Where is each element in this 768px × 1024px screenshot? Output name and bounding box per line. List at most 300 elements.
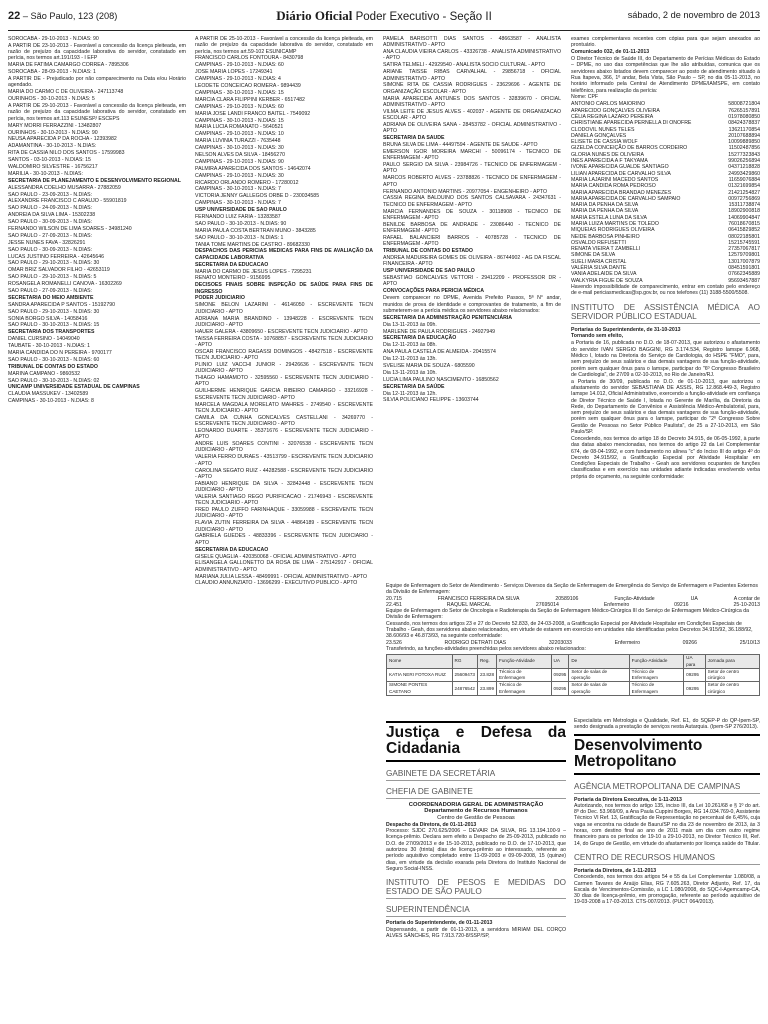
cpf-row <box>571 145 760 151</box>
section-heading: USP UNIVERSIDADE DE SAO PAULO <box>195 207 287 214</box>
crh-portaria-title: Portaria da Diretora, de 1-11-2013 <box>574 867 657 874</box>
person-name: INES APARECIDA A F TAKYAMA <box>571 158 648 165</box>
person-name: SIMONE DA SILVA <box>571 252 616 259</box>
text-line: ANDRE LUIS SOARES CONTINI - 32076538 - ESCREVENTE TECN JUDICIARIO - APTO <box>195 441 373 454</box>
justica-title: Justiça e Defesa da Cidadania <box>386 721 566 762</box>
text-line: MARCIA FERNANDES DE SOUZA - 30118908 - TECNICO DE ENFERMAGEM - APTO <box>383 208 561 221</box>
record-cell: Enfermeiro <box>614 639 640 646</box>
ipem-portaria-title: Portaria do Superintendente, de 01-11-2013 <box>386 920 493 927</box>
text-line: A PARTIR DE 23-10-2013 - Favorável a concessão da licença pleiteada, em razão de prejuízo da capacidade laborativa do servidor, constatado em perícia, nos termos art.191/193 - I EFP <box>8 42 186 62</box>
cpf-number: 08451591801 <box>728 265 760 272</box>
text-line: Concedendo, nos termos do artigo 18 do Decreto 34.915, de 06-05-1992, à parte das datas abaixo mencionadas, nos termos do artigo 22 da Lei Complementar 674, de 08-04-1992, e com fundamento no alínea "c" do Inciso III do artigo 4º do Decreto 34.915/92, a Gratificação Especial por Atividade Hospitalar em Condições Especiais de Trabalho - Geah aos servidores ocupantes de funções classificadas e em exercício nas unidades adiante indicadas envolvendo verba própria do orçamento, na seguinte conformidade: <box>571 435 760 480</box>
text-line: OURINHOS - 30-10-2013 - N.DIAS: 5 <box>8 96 95 103</box>
section-heading: SECRETARIA DA EDUCACAO <box>195 546 269 553</box>
transferindo-paragraph: Transferindo, as funções-atividades preenchidas pelos servidores abaixo relacionados: <box>386 645 586 652</box>
column-header: RG <box>452 655 477 669</box>
cpf-number: 20107688894 <box>728 132 760 139</box>
text-line: SAO PAULO - 27-09-2013 - N.DIAS: <box>8 287 93 294</box>
section-heading: DECISOES FINAIS SOBRE INSPEÇÃO DE SAÚDE PARA FINS DE INGRESSO <box>195 282 373 295</box>
text-line: OMAR BRIZ SALVADOR FILHO - 42653119 <box>8 267 110 274</box>
text-line: ELISANGELA GALLONETTO DA ROSA DE LIMA - 275142917 - OFICIAL ADMINISTRATIVO - APTO <box>195 560 373 573</box>
person-name: CÉLIA REGINA LAZARO PEREIRA <box>571 113 654 120</box>
text-line: SAO PAULO - 30-09-2013 - N.DIAS: <box>8 246 93 253</box>
cpf-number: 15215745591 <box>728 239 760 246</box>
cpf-number: 11659076884 <box>728 176 760 183</box>
text-line: MARINA CAMPANO - 9860532 <box>8 370 80 377</box>
section-heading: USP UNIVERSIDADE DE SAO PAULO <box>383 268 475 275</box>
text-line: VILMA LEITE DE JESUS ALVES - 402037 - AGENTE DE ORGANIZACAO ESCOLAR - APTO <box>383 108 561 122</box>
table-cell: Técnico de Enfermagem <box>629 682 684 696</box>
section-heading: SECRETARIA DE PLANEJAMENTO E DESENVOLVIMENTO REGIONAL <box>8 177 181 184</box>
cessando-paragraph: Cessando, nos termos dos artigos 23 e 27 do Decreto 52.833, de 24-03-2008, a Gratificação Especial por Atividade Hospitalar em Condições Especiais de Trabalho - Geah, dos servidores abaixo relacionados, em virtude de estarem em exercício em unidades não identificadas pelos Decretos 34.915/92, 36.188/92, 38.606/93 e 46.873/93, na seguinte conformidade: <box>386 620 753 640</box>
cpf-number: 07662345889 <box>728 271 760 278</box>
table-cell: 09295 <box>684 668 706 682</box>
text-line: SAO PAULO - 30-10-2013 - N.DIAS: 15 <box>8 322 100 329</box>
text-line: GISELE QUAGLIA - 420350068 - OFICIAL ADMINISTRATIVO - APTO <box>195 553 357 560</box>
table-row <box>387 682 760 696</box>
person-name: WALKYRIA FIGUE DE SOUZA <box>571 277 643 284</box>
cpf-number: 15277323843 <box>728 151 760 158</box>
text-line: Comunicado 032, de 01-11-2013 <box>571 49 650 56</box>
cpf-row <box>571 171 760 177</box>
agencia-portaria-body: Autorizando, nos termos do artigo 135, inciso III, da Lei 10.261/68 e § 1º do art. 8º do Dec. 53.969/09, a Ana Paula Cuppini Borges, RG 14.034.769-0, Assistente Técnico VI Ref. 13, Gratificação de Representação no percentual de 6,45%, cuja vaga se encontra na cidade de Bauru/SP no dia 23 de novembro de 2013, às 3 horas, com destino final ao ano de 2011 mais um dia com outro regime financeiro para os períodos de 19-10 a 29-10-2013, no Diretor Técnico III, Ref. 14, do Grupo de Gestão, em virtude do afastamento por licença saúde do Titular. <box>574 802 760 847</box>
text-line: THIAGO HAMAMOTO - 32595560 - ESCREVENTE TECN JUDICIARIO - APTO <box>195 375 373 388</box>
section-heading: PODER JUDICIARIO <box>195 295 245 302</box>
record-cell: 25-10-2013 <box>733 601 760 608</box>
text-line: PLINIO LUIZ VACCHI JUNIOR - 29426636 - ESCREVENTE TECN JUDICIARIO - APTO <box>195 362 373 375</box>
section-heading: UNICAMP UNIVERSIDADE ESTADUAL DE CAMPINAS <box>8 384 140 391</box>
agencia-portaria-title: Portaria da Diretora Executiva, de 1-11-2013 <box>574 796 682 803</box>
person-name: MARIA APARECIDA DE CARVALHO SAMPAIO <box>571 195 681 202</box>
text-line: MARIA PAULA COSTA BERTRAN MUNO - 3843285 <box>195 227 316 234</box>
text-line: LEODETE CONCEICAO ROMERA - 9894439 <box>195 83 301 90</box>
text-line: FLAVIA ZUTIN FERREIRA DA SILVA - 44864189 - ESCREVENTE TECN JUDICIARIO - APTO <box>195 520 373 533</box>
column-4-top <box>571 36 760 584</box>
cpf-number: 15311738874 <box>728 202 760 209</box>
record-cell: RAQUEL MARCAL <box>446 601 491 608</box>
record-cell: 20.715 <box>386 595 402 602</box>
text-line: MARIA DE FATIMA CAMARGO CORREA - 7895306 <box>8 62 129 69</box>
person-name: ANTONIO CARLOS MAIORINO <box>571 101 645 108</box>
text-line: FABIANO HENRIQUE DA SILVA - 32842448 - ESCREVENTE TECN JUDICIARIO - APTO <box>195 480 373 493</box>
text-line: EMERSON IGOR MOREIRA MARCHI - 50096174 - TECNICO DE ENFERMAGEM - APTO <box>383 148 561 162</box>
text-line: SAO PAULO - 30-10-2013 - N.DIAS: 02 <box>8 377 100 384</box>
text-line: CAMPINAS - 29-10-2013 - N.DIAS: 90 <box>195 158 284 165</box>
person-name: MARIA ESTELA LUNA DA SILVA <box>571 214 647 221</box>
table-cell: 23.899 <box>477 682 496 696</box>
cpf-number: 13017007879 <box>728 258 760 265</box>
text-line: ADRIANA MARIA BRANDINO - 13948228 - ESCREVENTE TECN JUDICIARIO - APTO <box>195 315 373 328</box>
column-header: Reg. <box>477 655 496 669</box>
text-line: NEUSA APARECIDA P DA ROCHA - 12393982 <box>8 136 117 143</box>
table-cell: Técnico de Enfermagem <box>629 668 684 682</box>
text-line: MARIA DO CARMO DE JESUS LOPES - 7295231 <box>195 268 312 275</box>
cpf-list <box>571 101 760 284</box>
cpf-number: 04371218828 <box>728 164 760 171</box>
text-line: CAMPINAS - 30-10-2013 - N.DIAS: 7 <box>195 186 281 193</box>
section-heading: SECRETARIA DA SAUDE <box>383 135 445 142</box>
text-line: SIMONE RITA DE CASSIA RODRIGUES - 23629696 - AGENTE DE ORGANIZAÇÃO ESCOLAR - APTO <box>383 82 561 95</box>
section-heading: TRIBUNAL DE CONTAS DO ESTADO <box>383 248 473 255</box>
person-name: RENATA VIEIRA T ZAMBELLI <box>571 246 641 253</box>
text-line: ADAMANTINA - 30-10-2013 - N.DIAS: <box>8 143 97 150</box>
person-name: VANIA ADELAIDE DA SILVA <box>571 271 637 278</box>
dept-coordenadoria: COORDENADORIA GERAL DE ADMINISTRAÇÃO <box>408 802 544 808</box>
dept-rh: Departamento de Recursos Humanos <box>424 808 528 815</box>
text-line: SAO PAULO - 23-09-2013 - N.DIAS: <box>8 191 93 198</box>
text-line: SAO PAULO - 30-10-2013 - N.DIAS: 1 <box>195 234 284 241</box>
text-line: CAMPINAS - 30-10-2013 - N.DIAS: 8 <box>8 398 94 405</box>
text-line: JOSE MARIA LOPES - 17249341 <box>195 69 273 76</box>
text-line: RENATO MONTEIRO - 9156995 <box>195 275 271 282</box>
person-name: NEIDE BARBOSA PINHEIRO <box>571 233 640 240</box>
text-line: RICARDO ORLANDO ROMERO - 17280012 <box>195 179 299 186</box>
transfer-table <box>386 654 760 696</box>
text-line: VALERIA SANTIAGO REGO PURIFICACAO - 21746943 - ESCREVENTE TECN JUDICIARIO - APTO <box>195 493 373 507</box>
text-line: CAMILA DA CUNHA GONCALVES CASTELLANI - 34269770 - ESCREVENTE TECN JUDICIARIO - APTO <box>195 414 373 428</box>
text-line: TANIA TOME MARTINS DE CASTRO - 89682330 <box>195 241 310 248</box>
desenvolvimento-section <box>574 718 760 1020</box>
record-cell: 09266 <box>682 639 698 646</box>
cpf-number: 11502487856 <box>728 145 760 152</box>
cpf-number: 21421254827 <box>728 189 760 196</box>
cpf-number: 01321699854 <box>728 183 760 190</box>
table-cell: 09295 <box>551 682 569 696</box>
cpf-number: 00972756869 <box>728 195 760 202</box>
text-line: TAISSA FERREIRA COSTA - 10768857 - ESCREVENTE TECN JUDICIARIO - APTO <box>195 335 373 348</box>
text-line: LUCAS JUSTINO FERREIRA - 42645646 <box>8 253 105 260</box>
record-cell: RODRIGO DETRATI DIAS <box>444 639 507 646</box>
text-line: SANDRA APARECIDA P SANTOS - 15192790 <box>8 301 115 308</box>
text-line: SONIA BORGO SILVA - 14058416 <box>8 315 88 322</box>
text-line: MARIA CANDIDA DO N PEREIRA - 9700177 <box>8 350 112 356</box>
justica-section <box>386 718 566 1020</box>
text-line: CAMPINAS - 30-10-2013 - N.DIAS: 30 <box>195 145 284 152</box>
issue-date: sábado, 2 de novembro de 2013 <box>627 10 760 20</box>
text-line: a Portaria de 16, publicada no D.O. de 18-07-2013, que autorizou o afastamento do servidor IVAN SERGIO BAGGINI, RG 3.174.534, Registro Iamspe 6.968, Médico I, lotado na Diretoria do Serviço de Cardiologia, do HSPE "FMO", para, sem prejuízo de seus salários e das demais vantagens de sua função-atividade, porém sem qualquer ônus para o Iamspe, participar do "6º Congresso Brasileiro de Cardiologia", de 27/09 a 02-10-2013, no Rio de Janeiro/RJ. <box>571 340 760 378</box>
text-line: SAO PAULO - 30-09-2013 - N.DIAS: <box>8 219 93 226</box>
column-header: UA para <box>684 655 706 669</box>
table-cell: 24876542 <box>452 682 477 696</box>
geah-paragraph-2: Equipe de Enfermagem do Setor de Oncologia e Radioterapia da Seção de Enfermagem Médico-Cirúrgica III do Serviço de Enfermagem Médico-Cirúrgica da Divisão de Enfermagem: <box>386 608 750 621</box>
record-cell: Enfermeiro <box>603 601 630 608</box>
text-line: SAO PAULO - 29-10-2013 - N.DIAS: 30 <box>8 308 100 315</box>
table-cell: Setor de salas de operação <box>569 668 629 682</box>
cpf-row <box>571 164 760 170</box>
ipem-continuation: Especialista em Metrologia e Qualidade, Ref. E1, do SQEP-P do QP-Ipem-SP, sendo designada a prestação de serviços nesta Autarquia. (Ipem-SP 276/2013). <box>574 718 760 731</box>
text-line: CLAUDIO ANNUNZIATO - 13696299 - EXECUTIVO PUBLICO - APTO <box>195 580 358 587</box>
text-line: PALMIRA APARECIDA DOS SANTOS - 14642074 <box>195 165 311 172</box>
table-cell: Técnico de Enfermagem <box>497 682 552 696</box>
cpf-number: 08022185801 <box>728 233 760 240</box>
text-line: CAMPINAS - 29-10-2013 - N.DIAS: 60 <box>195 62 284 69</box>
text-line: GABRIELA GUEDES - 48833396 - ESCREVENTE TECN JUDICIARIO - APTO <box>195 533 373 546</box>
text-line: SILVIA POLICIANO FELIPPE - 13603744 <box>383 397 479 404</box>
cpf-number: 24993429860 <box>728 170 760 177</box>
text-line: exames complementares recentes com cópias para que sejam anexados ao prontuário. <box>571 36 760 49</box>
text-line: RAFAEL BALANCIERI BARROS - 40785728 - TECNICO DE ENFERMAGEM - APTO <box>383 235 561 248</box>
text-line: Dia 13-11-2013 às 09h. <box>383 321 437 328</box>
section-heading: TRIBUNAL DE CONTAS DO ESTADO <box>8 363 98 370</box>
cpf-number: 10099889850 <box>728 139 760 146</box>
text-line: LUCIA LIMA PAULINO NASCIMENTO - 16850562 <box>383 376 499 383</box>
text-line: CAROLINA SEGATO RUIZ - 44282588 - ESCREVENTE TECN JUDICIARIO - APTO <box>195 467 373 480</box>
person-name: GIZELDA CONCEIÇÃO DE BARROS CORDEIRO <box>571 145 688 152</box>
text-line: VICTORIA JENNY GALLEGOS ORBE D - 230034585 <box>195 193 320 200</box>
text-line: JESSE NUNES FAVA - 32826291 <box>8 239 86 246</box>
text-line: MARY MORRI FERRAZZINI - 13482807 <box>8 122 102 129</box>
gabinete-heading: GABINETE DA SECRETÁRIA <box>386 766 566 781</box>
table-cell: Setor de centro cirúrgico <box>705 682 759 696</box>
column-header: Função-Atividade <box>497 655 552 669</box>
record-cell: 22.451 <box>386 601 402 608</box>
record-cell: 20589106 <box>555 595 579 602</box>
person-name: CLODOVIL NUNES TELES <box>571 126 635 133</box>
section-heading: CONVOCAÇÕES PARA PERICIA MÉDICA <box>383 288 484 295</box>
text-line: ALEXANDRE FRANCISCO C ARAUJO - 55901819 <box>8 198 127 205</box>
person-name: CHRISTIANE APARECIDA PERNELLA DI ONOFRE <box>571 120 692 127</box>
text-line: CLAUDIA MASSUKEV - 13402589 <box>8 391 89 398</box>
text-line: FERNANDO ANTONIO MARTINS - 20977054 - ENGENHEIRO - APTO <box>383 188 548 195</box>
text-line: FRANCISCO CARLOS FONTOURA - 8430798 <box>195 55 304 62</box>
section-heading: SECRETARIA DO MEIO AMBIENTE <box>8 294 94 301</box>
table-cell: KATIA NERI FOTOXA RUIZ <box>387 668 453 682</box>
text-line: ARIANE TAISSE RIBAS CARVALHAL - 29856718 - OFICIAL ADMINISTRATIVO - APTO <box>383 69 561 82</box>
cpf-number: 13621170854 <box>728 126 760 133</box>
text-line: Havendo impossibilidade de comparecimento, entrar em contato pelo endereço de e-mail periciasmedicas@sp.gov.br, ou nos telefones (11) 3188-5500/5508. <box>571 283 760 297</box>
chefia-heading: CHEFIA DE GABINETE <box>386 784 566 799</box>
text-line: MARLENE DE PAULA RODRIGUES - 24927949 <box>383 328 496 335</box>
text-line: VALERIA FERRO DURAES - 43513799 - ESCREVENTE TECN JUDICIARIO - APTO <box>195 454 373 467</box>
column-header: Função-Atividade <box>629 655 684 669</box>
iamspe-heading: INSTITUTO DE ASSISTÊNCIA MÉDICA AO SERVIDOR PÚBLICO ESTADUAL <box>571 300 760 324</box>
text-line: CAMPINAS - 30-10-2013 - N.DIAS: 7 <box>195 200 281 207</box>
text-line: A PARTIR DE - Prejudicado por não comparecimento na Data e/ou Horário agendado. <box>8 76 186 89</box>
person-name: GLORIA NUNES DE OLIVEIRA <box>571 151 644 158</box>
agencia-heading: AGÊNCIA METROPOLITANA DE CAMPINAS <box>574 779 760 794</box>
text-line: SAO PAULO - 30-10-2013 - N.DIAS: 60 <box>8 356 100 363</box>
text-line: CAMPINAS - 29-10-2013 - N.DIAS: 30 <box>195 172 284 179</box>
section-heading: SECRETARIA DOS TRANSPORTES <box>8 329 95 336</box>
cpf-number: 58008721804 <box>728 101 760 108</box>
text-line: MARCOS ROBERTO ALVES - 23788826 - TECNICO DE ENFERMAGEM - APTO <box>383 175 561 188</box>
section-heading: SECRETARIA DA EDUCACAO <box>195 261 269 268</box>
text-line: Nome: CPF <box>571 94 599 101</box>
person-name: APARECIDO GONÇALVES OLIVEIRA <box>571 107 660 114</box>
text-line: ANDREIA DA SILVA LIMA - 15302238 <box>8 212 96 219</box>
text-line: MARIANA JULIA LESSA - 48499991 - OFICIAL ADMINISTRATIVO - APTO <box>195 573 368 580</box>
cpf-row <box>571 120 760 126</box>
record-cell: 25/10/13 <box>739 639 760 646</box>
geah-section <box>386 583 760 696</box>
text-line: Tornando sem efeito, <box>571 333 624 340</box>
cpf-number: 12579709801 <box>728 252 760 259</box>
cpf-number: 18902900818 <box>728 208 760 215</box>
person-name: LILIAN APARECIDA DE CARVALHO SILVA <box>571 170 671 177</box>
column-1 <box>8 36 186 1020</box>
text-line: ANDREA MADUREIRA GOMES DE OLIVEIRA - 86744902 - AG DA FISCAL FINANCEIRA - APTO <box>383 255 561 268</box>
person-name: SUELI MARIA CRISTAL <box>571 258 627 265</box>
text-line: MARCIA CLARA FILIPPINI KERBER - 6517482 <box>195 96 305 103</box>
text-line: NELSON ALVES DA SILVA - 18456270 <box>195 151 285 158</box>
text-line: SIMONE BELON LAZARINI - 46146050 - ESCREVENTE TECN JUDICIARIO - APTO <box>195 302 373 315</box>
text-line: SAO PAULO - 30-10-2013 - N.DIAS: 90 <box>195 220 287 227</box>
text-line: A PARTIR DE 29-10-2013 - Favorável a concessão da licença pleiteada, em razão de prejuízo da capacidade laborativa do servidor, constatado em perícia, nos termos art.113 ESUNESP/ ESCEPS <box>8 103 186 122</box>
table-cell: 09295 <box>551 668 569 682</box>
text-line: ALESSANDRA COELHO MUSARRA - 27882059 <box>8 184 121 191</box>
table-cell: Setor de salas de operação <box>569 682 629 696</box>
cpf-number: 27357067817 <box>728 246 760 253</box>
section-heading: DESPACHOS DAS PERICIAS MEDICAS PARA FINS DE AVALIAÇÃO DA CAPACIDADE LABORATIVA <box>195 248 373 261</box>
page-number: 22 – São Paulo, 123 (208) <box>8 10 118 22</box>
geah-paragraph-1: Equipe de Enfermagem do Setor de Atendimento - Serviços Diversos da Seção de Enfermagem de Emergência do Serviço de Enfermagem e Pacientes Externos da Divisão de Enfermagem: <box>386 583 758 596</box>
text-line: Dia 12-11-2013 às 13h. <box>383 356 437 363</box>
person-name: IVONE APARECIDA GUALDE SANTIAGO <box>571 164 669 171</box>
person-name: MARIA APARECIDA BRANDAO MENEZES <box>571 189 672 196</box>
text-line: O Diretor Técnico de Saúde III, do Departamento de Perícias Médicas do Estado – DPME, no uso das competências que lhe são atribuídas, comunica que os servidores abaixo listados devem comparecer ao posto de atendimento situado à Rua Itapeva, 366, 1º andar, Bela Vista, São Paulo – SP, no dia 05-11-2013, no horário informado pela Central de Atendimento DPME/IAMSPE, em contato telefônico, para realização da perícia: <box>571 56 760 94</box>
person-name: MIQUEIAS RODRIGUES OLIVEIRA <box>571 227 655 234</box>
person-name: OSVALDO REFUSETTI <box>571 239 626 246</box>
text-line: FRED PAULO ZUFFO FARINHAQUE - 33059988 - ESCREVENTE TECN JUDICIARIO - APTO <box>195 507 373 520</box>
text-line: Devem comparecer no DPME, Avenida Prefeito Passos, 5ª N° andar, munidos de prova de identidade e comprovantes de tratamento, a fim de submeterem-se a perícia médica os servidores abaixo relacionados: <box>383 295 561 314</box>
person-name: MARIA CANDIDA ROMA PEDROSO <box>571 183 656 190</box>
column-2 <box>195 36 373 1020</box>
table-cell: 25609473 <box>452 668 477 682</box>
ipem-portaria-body: Dispensando, a partir de 01-11-2013, a servidora MIRIAM DEL CORÇO ALVES SÂNCHES, RG 7.913.720-8/SSP/SP, <box>386 926 566 939</box>
text-line: CAMPINAS - 29-10-2013 - N.DIAS: 4 <box>195 76 281 83</box>
text-line: SATIRA TELMELI - 42929540 - ANALISTA SOCIO CULTURAL - APTO <box>383 62 546 69</box>
text-line: SAO PAULO - 29-10-2013 - N.DIAS: 5 <box>8 274 97 281</box>
text-line: SAO PAULO - 29-10-2013 - N.DIAS: 30 <box>8 260 100 267</box>
text-line: SOROCABA - 29-10-2013 - N.DIAS: 90 <box>8 36 99 42</box>
text-line: a Portaria de 30/09, publicada no D.O. de 01-10-2013, que autorizou o afastamento do servidor SEBASTIANA DE ASSIS, RG 12.868.449-3, Registro Iamspe 14.012, Oficial Administrativo, exercendo a função-atividade em confiança de Diretor Técnico de Saúde I, lotada no Gerente de Marília, da Diretoria da Rede, do Departamento de Convênios e Assistência Médico-Ambulatorial, para, sem prejuízo de seus salários e das demais vantagens de sua função-atividade, porém sem qualquer ônus para o Iamspe, participar do "2º Congresso Sobre Gestão de Pessoas no Setor Público Paulista", de 25 a 27-10-2013, em São Paulo/SP. <box>571 378 760 436</box>
text-line: LEONARDO DUARTE - 35371676 - ESCREVENTE TECN JUDICIARIO - APTO <box>195 427 373 441</box>
text-line: OURINHOS - 30-10-2013 - N.DIAS: 90 <box>8 129 98 136</box>
text-line: ADRIANA DE OLIVEIRA SANA - 28453782 - OFICIAL ADMINISTRATIVO - APTO <box>383 122 561 135</box>
table-cell: 09295 <box>684 682 706 696</box>
text-line: CAMPINAS - 30-10-2013 - N.DIAS: 15 <box>195 117 284 124</box>
column-header: Jornada para <box>705 655 759 669</box>
desenvolvimento-title: Desenvolvimento Metropolitano <box>574 734 760 775</box>
text-line: FERNANDO WILSON DE LIMA SOARES - 34981240 <box>8 225 132 232</box>
text-line: ANA CLAUDIA VIEIRA CARLOS - 43326738 - ANALISTA ADMINISTRATIVO - APTO <box>383 49 561 62</box>
superintendencia-heading: SUPERINTENDÊNCIA <box>386 902 566 917</box>
cpf-number: 99026256894 <box>728 158 760 165</box>
person-name: MARIA DA PENHA DA SILVA <box>571 202 639 209</box>
text-line: CAMPINAS - 29-10-2013 - N.DIAS: 60 <box>195 103 284 110</box>
publication-title: Diário Oficial Poder Executivo - Seção II <box>276 8 492 23</box>
text-line: PAMELA BARISOTTI DIAS SANTOS - 48663587 - ANALISTA ADMINISTRATIVO - APTO <box>383 36 561 49</box>
section-heading: SECRETARIA DA EDUCAÇÃO <box>383 335 457 342</box>
text-line: Portarias do Superintendente, de 31-10-2013 <box>571 326 681 333</box>
page-header <box>8 4 760 31</box>
text-line: SEBASTIAO GONCALVES VETTORI - 29412209 - PROFESSOR DR - APTO <box>383 275 561 288</box>
text-line: MARIA LUVINIA TURAZZI - 7635448 <box>195 138 281 145</box>
text-line: CAMPINAS - 29-10-2013 - N.DIAS: 10 <box>195 131 284 138</box>
column-3-top <box>383 36 561 579</box>
text-line: TAUBATE - 30-10-2013 - N.DIAS: 1 <box>8 343 90 350</box>
crh-portaria-body: Concedendo, nos termos dos artigos 54 e 55 da Lei Complementar 1.080/08, a Carmen Tavares de Araújo Elias, RG 7.605.263, Diretor Adjunto, Ref. 17, da Escala de Vencimentos-Comissão, a LC 1.080/2008, do SQC-I-Agemcamp-CA, 30 dias de licença-prêmio, em prorrogação, referente ao período aquisitivo de 19-03-2008 a 17-03-2013. CTS-007/2013. (PUCT 064/2013). <box>574 874 760 906</box>
text-line: MARIA DO CARMO C DE OLIVEIRA - 247113748 <box>8 89 124 96</box>
person-name: ELISETE DE CASSIA WOLF <box>571 139 638 146</box>
record-cell: 23.526 <box>386 639 402 646</box>
text-line: DANIEL CURSINO - 14049040 <box>8 336 80 343</box>
text-line: Dia 12-11-2013 às 08h. <box>383 342 437 349</box>
text-line: SAO PAULO - 24-09-2013 - N.DIAS: <box>8 205 93 212</box>
cpf-number: 01978080850 <box>728 113 760 120</box>
text-line: PAULO SERGIO DA SILVA - 23984726 - TECNICO DE ENFERMAGEM - APTO <box>383 162 561 175</box>
text-line: WALDOMIRO SILVESTRE - 16756217 <box>8 163 98 170</box>
text-line: MARILIA - 30-10-2013 - N.DIAS: <box>8 170 83 177</box>
table-cell: 23.828 <box>477 668 496 682</box>
text-line: HAUER GALERA - 43809650 - ESCREVENTE TECN JUDICIARIO - APTO <box>195 328 368 335</box>
despacho-body: Processo: SJDC 270.625/2006 – DEVAIR DA SILVA, RG 13.194.100-9 – licença-prêmio. Declara sem efeito a Despacho de 25-09-2013, publicado no D.O. de 27/09/2013 e de 15-10-2013, publicado no D.O. de 17-10-2013, que autorizou 30 (trinta) dias de licença-prêmio ao interessado, referente ao período aquisitivo completado entre 11-09-2003 e 09-09-2008, 15 (quinze) dias, em virtude da decisão exarada pela Diretora do Instituto Nacional de Seguro Social-INSS. <box>386 828 566 872</box>
text-line: CASSIA REGINA BALDUINO DOS SANTOS CALSAVARA - 24347631 - TECNICO DE ENFERMAGEM - APTO <box>383 195 561 208</box>
section-heading: SECRETARIA DA ADMINISTRAÇÃO PENITENCIÁRIA <box>383 314 513 321</box>
record-cell: 32203033 <box>548 639 572 646</box>
crh-heading: CENTRO DE RECURSOS HUMANOS <box>574 850 760 865</box>
cpf-number: 14069904847 <box>728 214 760 221</box>
cpf-number: 06415829852 <box>728 227 760 234</box>
text-line: SVELISE MARIA DE SOUZA - 6805590 <box>383 362 475 369</box>
person-name: VALÉRIA SILVA DANTE <box>571 265 627 272</box>
text-line: MARIA LUCIA ROMANATO - 5640521 <box>195 124 284 131</box>
person-name: MARIA LUIZA MARTINS DE TOLEDO <box>571 220 659 227</box>
despacho-title: Despacho da Diretora, de 01-11-2013 <box>386 821 477 828</box>
text-line: MARCELA MAGDALA MORELATO MAHRES - 2749540 - ESCREVENTE TECN JUDICIARIO - APTO <box>195 401 373 414</box>
dept-gestao: Centro de Gestão de Pessoas <box>437 814 515 821</box>
text-line: MARIA JOSE LANDI FRANCO BAITEL - 7549092 <box>195 110 311 117</box>
text-line: SOROCABA - 28-09-2013 - N.DIAS: 1 <box>8 69 96 76</box>
cpf-number: 08424378837 <box>728 120 760 127</box>
cpf-number: 76018670815 <box>728 220 760 227</box>
text-line: CAMPINAS - 30-10-2013 - N.DIAS: 15 <box>195 89 284 96</box>
text-line: Dia 13-11-2013 às 10h. <box>383 369 437 376</box>
text-line: SAO PAULO - 27-09-2013 - N.DIAS: <box>8 232 93 239</box>
text-line: BRUNA SILVA DE LIMA - 44497594 - AGENTE DE SAUDE - APTO <box>383 142 538 149</box>
cpf-number: 95693457887 <box>728 277 760 284</box>
text-line: GUILHERME HENRIQUE GARCIA RIBEIRO CAMARGO - 33216928 - ESCREVENTE TECN JUDICIARIO - APTO <box>195 388 373 401</box>
ipem-heading: INSTITUTO DE PESOS E MEDIDAS DO ESTADO DE SÃO PAULO <box>386 875 566 899</box>
text-line: SANTOS - 03-10-2013 - N.DIAS: 15 <box>8 157 91 164</box>
record-cell: 09216 <box>674 601 689 608</box>
record-cell: FRANCISCO FERREIRA DA SILVA <box>437 595 520 602</box>
text-line: A PARTIR DE 25-10-2013 - Favorável a concessão da licença pleiteada, em razão de prejuízo da capacidade laborativa do servidor, constatado em perícia, nos termos art.59-102 ESUNICAMP <box>195 36 373 55</box>
record-cell: 27695014 <box>535 601 559 608</box>
column-header: Nome <box>387 655 453 669</box>
text-line: FERNANDO LUIZ FARIA - 13283587 <box>195 213 281 220</box>
cpf-row <box>571 190 760 196</box>
text-line: MARIA APARECIDA ANTUNES DOS SANTOS - 32839670 - OFICIAL ADMINISTRATIVO - APTO <box>383 95 561 108</box>
column-header: De <box>569 655 629 669</box>
text-line: ROSANGELA ROMANELLI CANOVA - 16302269 <box>8 281 122 288</box>
column-header: UA <box>551 655 569 669</box>
section-heading: SECRETARIA DA SAÚDE <box>383 383 445 390</box>
table-row <box>387 668 760 682</box>
person-name: MARIA LAJARINI MACEDO SANTOS <box>571 176 659 183</box>
text-line: BENILDE BARBOSA DE ANDRADE - 23086440 - TECNICO DE ENFERMAGEM - APTO <box>383 221 561 235</box>
record-cell: A contar de <box>733 595 760 602</box>
record-cell: UA <box>690 595 698 602</box>
table-cell: SIMONE PONTES CAETANO <box>387 682 453 696</box>
text-line: OSCAR FRANCISCO RAGASSI DOMINGOS - 48427518 - ESCREVENTE TECN JUDICIARIO - APTO <box>195 348 373 362</box>
text-line: RITA DE CASSIA NILO DOS SANTOS - 17599983 <box>8 150 125 157</box>
text-line: Dia 12-11-2013 às 12h. <box>383 390 437 397</box>
cpf-number: 76265157891 <box>728 107 760 114</box>
person-name: MARIA DA PENHA DA SILVA <box>571 208 639 215</box>
person-name: DANIELA GONÇALVES <box>571 132 627 139</box>
table-cell: Técnico de Enfermagem <box>497 668 552 682</box>
